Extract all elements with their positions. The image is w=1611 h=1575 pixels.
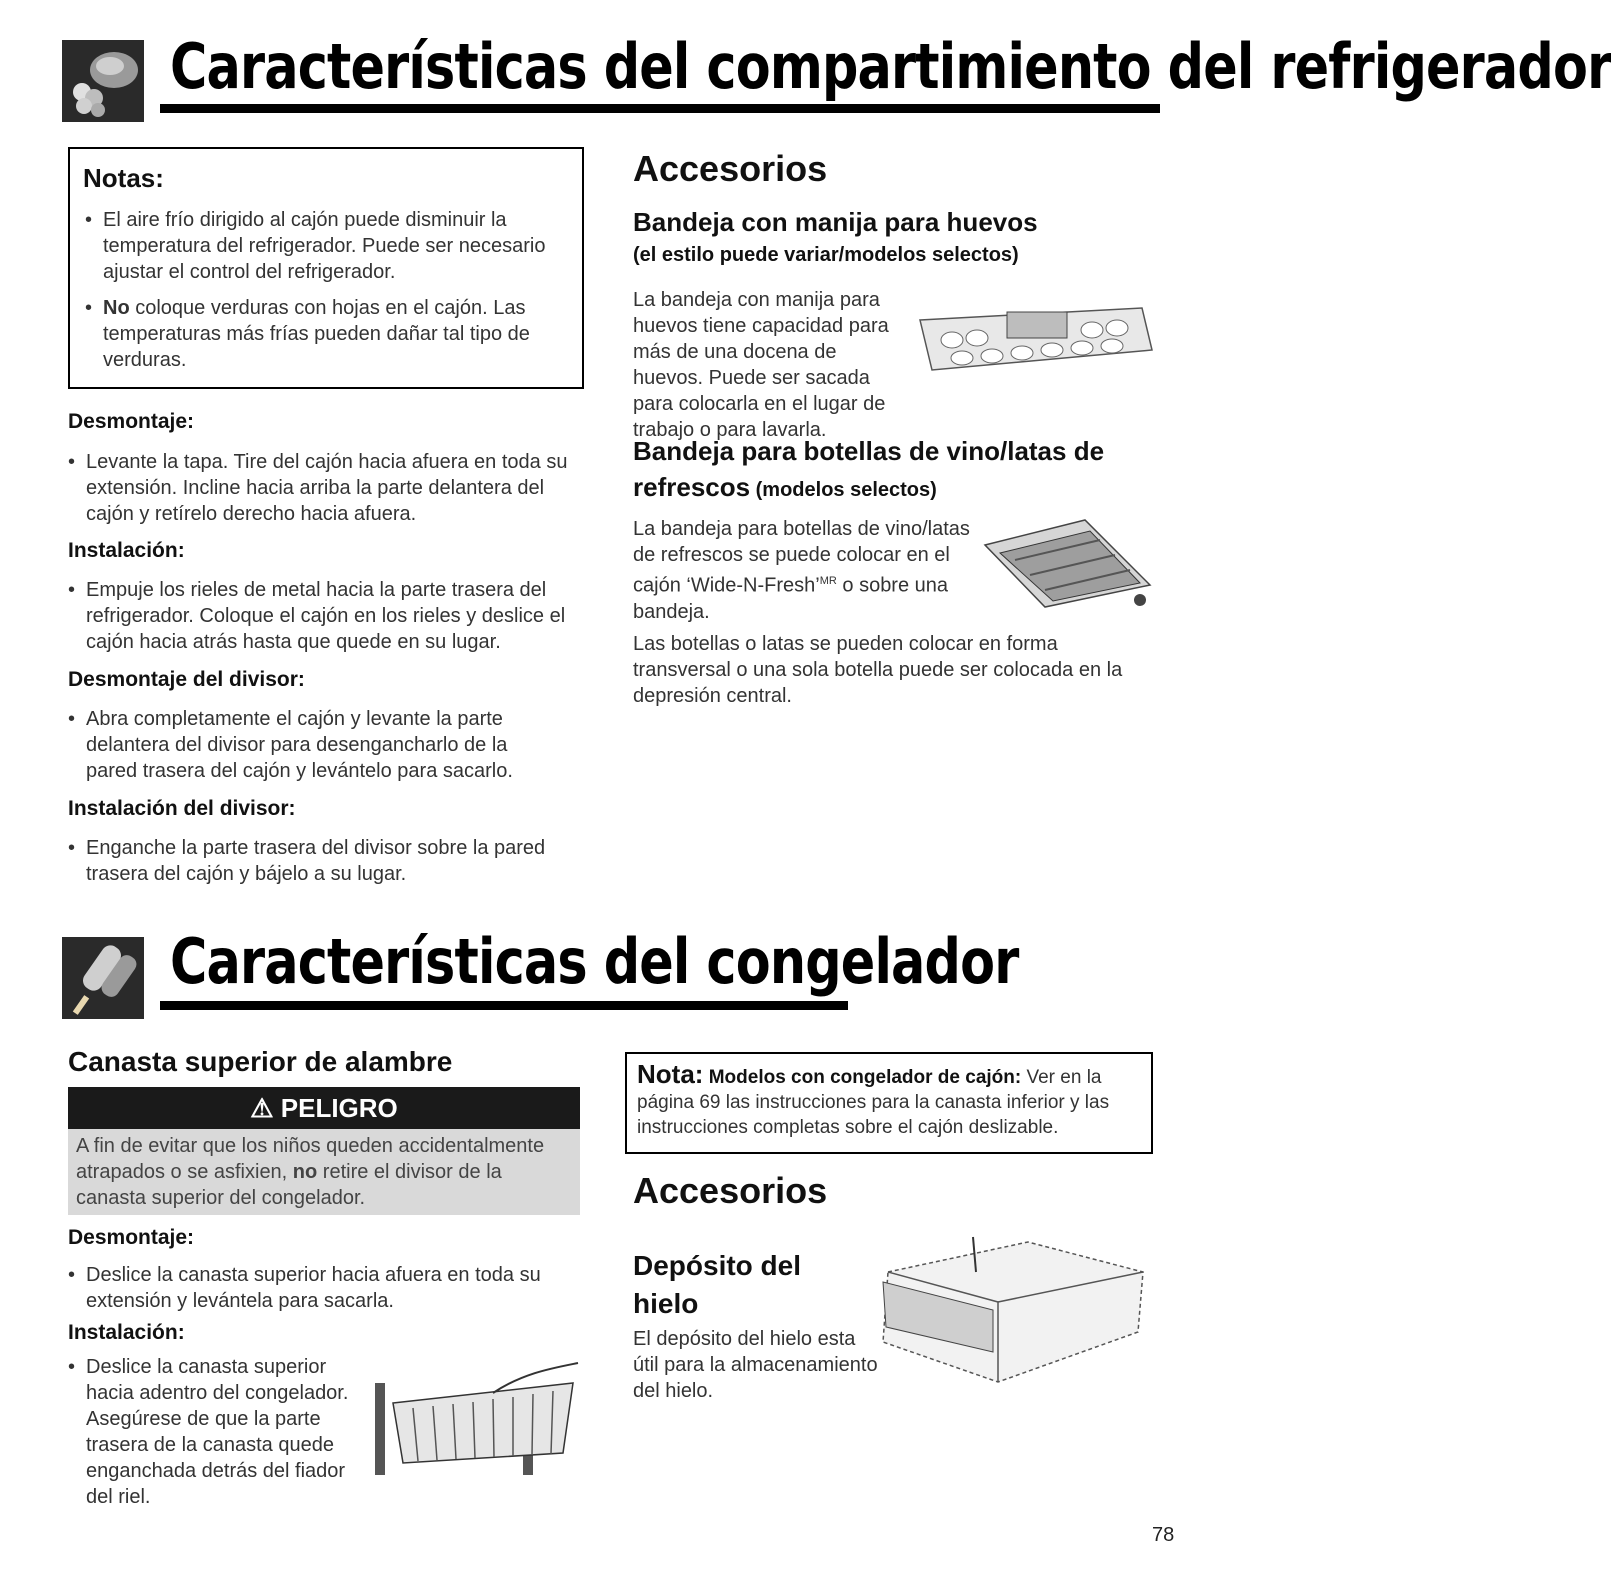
- list-item: [68, 1262, 568, 1314]
- nota-bold: Modelos con congelador de cajón:: [708, 1067, 1022, 1088]
- warning-triangle-icon: ⚠: [250, 1093, 274, 1123]
- list-text: Deslice la canasta superior hacia afuera en toda su extensión y levántela para sacarla.: [86, 1264, 541, 1312]
- wine-tray-illustration: [975, 515, 1160, 610]
- danger-label-text: PELIGRO: [280, 1093, 398, 1123]
- basket-illustration: [373, 1363, 585, 1478]
- wine-tray-heading: Bandeja para botellas de vino/latas de: [633, 436, 1105, 466]
- trademark-sup: MR: [819, 575, 837, 587]
- accesorios-heading: Accesorios: [633, 148, 828, 189]
- canasta-desmontaje-list: [68, 1262, 568, 1314]
- instalacion-divisor-heading: Instalación del divisor:: [68, 797, 296, 820]
- note-item: [85, 295, 565, 373]
- wine-tray-text-end: o sobre una bandeja.: [633, 574, 949, 623]
- canasta-instalacion-list: [68, 1354, 368, 1510]
- title-underline: [160, 104, 1160, 113]
- desmontaje-divisor-list: [68, 706, 548, 784]
- list-item: [68, 706, 548, 784]
- list-item: [68, 1354, 368, 1510]
- instalacion-heading: Instalación:: [68, 539, 185, 562]
- list-item: [68, 449, 568, 527]
- instalacion-list: [68, 577, 578, 655]
- notes-heading: Notas:: [83, 163, 164, 193]
- danger-text-start: A fin de evitar que los niños queden accidentalmente atrapados o se asfixien,: [76, 1135, 545, 1183]
- list-text: Deslice la canasta superior hacia adentro del congelador. Asegúrese de que la parte trasera de la canasta quede enganchada detrás del fiador del riel.: [86, 1356, 349, 1508]
- danger-text-end: retire el divisor de la canasta superior del congelador.: [76, 1161, 502, 1209]
- list-text: Empuje los rieles de metal hacia la parte trasera del refrigerador. Coloque el cajón en los rieles y deslice el cajón hacia atrás hasta que quede en su lugar.: [86, 579, 566, 653]
- instalacion-divisor-list: [68, 835, 578, 887]
- note-item: [85, 207, 565, 285]
- danger-text-bold: no: [292, 1161, 318, 1183]
- notes-box: [68, 147, 584, 389]
- egg-tray-illustration: [912, 300, 1157, 378]
- nota-text: [627, 1054, 1151, 1148]
- wine-tray-text-main: La bandeja para botellas de vino/latas de refrescos se puede colocar en el cajón ‘Wide-N-Fresh’: [633, 518, 970, 597]
- canasta-desmontaje-heading: Desmontaje:: [68, 1226, 195, 1249]
- wine-tray-subheading: [633, 472, 937, 503]
- list-item: [68, 577, 578, 655]
- list-item: [68, 835, 578, 887]
- ice-bin-illustration: [868, 1232, 1158, 1392]
- wine-tray-heading-note: (modelos selectos): [750, 479, 937, 501]
- section-title-freezer: Características del congelador: [170, 925, 1019, 998]
- list-text: Enganche la parte trasera del divisor sobre la pared trasera del cajón y bájelo a su lugar.: [86, 837, 546, 885]
- desmontaje-divisor-heading: Desmontaje del divisor:: [68, 668, 305, 691]
- popsicle-icon: [62, 937, 144, 1019]
- note-text: El aire frío dirigido al cajón puede disminuir la temperatura del refrigerador. Puede ser necesario ajustar el control del refrigerador.: [103, 209, 546, 283]
- nota-body: Ver en la página 69 las instrucciones para la canasta inferior y las instrucciones completas sobre el cajón deslizable.: [637, 1067, 1110, 1138]
- ice-bin-text: El depósito del hielo esta útil para la almacenamiento del hielo.: [633, 1328, 878, 1402]
- vegetables-icon: [62, 40, 144, 122]
- desmontaje-heading: Desmontaje:: [68, 410, 195, 433]
- wine-tray-heading-word: refrescos: [633, 472, 751, 502]
- danger-warning-box: [68, 1087, 580, 1215]
- list-text: Levante la tapa. Tire del cajón hacia afuera en toda su extensión. Incline hacia arriba la parte delantera del cajón y retírelo derecho hacia afuera.: [86, 451, 568, 525]
- egg-tray-subheading: (el estilo puede variar/modelos selectos): [633, 244, 1019, 266]
- ice-bin-heading: Depósito del: [633, 1250, 802, 1281]
- egg-tray-heading: Bandeja con manija para huevos: [633, 207, 1038, 237]
- nota-label: Nota:: [637, 1059, 704, 1089]
- nota-box: [625, 1052, 1153, 1154]
- accesorios-heading-2: Accesorios: [633, 1170, 828, 1211]
- egg-tray-text: La bandeja con manija para huevos tiene capacidad para más de una docena de huevos. Puede ser sacada para colocarla en el lugar de trabajo o para lavarla.: [633, 289, 889, 441]
- ice-bin-heading-2: hielo: [633, 1288, 699, 1319]
- title-underline: [160, 1001, 848, 1010]
- list-text: Abra completamente el cajón y levante la parte delantera del divisor para desengancharlo de la pared trasera del cajón y levántelo para sacarlo.: [86, 708, 513, 782]
- note-bold: No: [103, 297, 130, 319]
- danger-text: [68, 1129, 580, 1215]
- wine-tray-text-2: Las botellas o latas se pueden colocar en forma transversal o una sola botella puede ser colocada en la depresión central.: [633, 633, 1123, 707]
- danger-label: [68, 1087, 580, 1129]
- notes-list: [85, 207, 565, 373]
- page-number: 78: [1152, 1524, 1175, 1546]
- note-text: coloque verduras con hojas en el cajón. Las temperaturas más frías pueden dañar tal tipo de verduras.: [103, 297, 530, 371]
- canasta-heading: Canasta superior de alambre: [68, 1046, 453, 1077]
- desmontaje-list: [68, 449, 568, 527]
- wine-tray-text: [633, 516, 973, 625]
- section-title-refrigerator: Características del compartimiento del refrigerador: [170, 30, 1611, 103]
- canasta-instalacion-heading: Instalación:: [68, 1321, 185, 1344]
